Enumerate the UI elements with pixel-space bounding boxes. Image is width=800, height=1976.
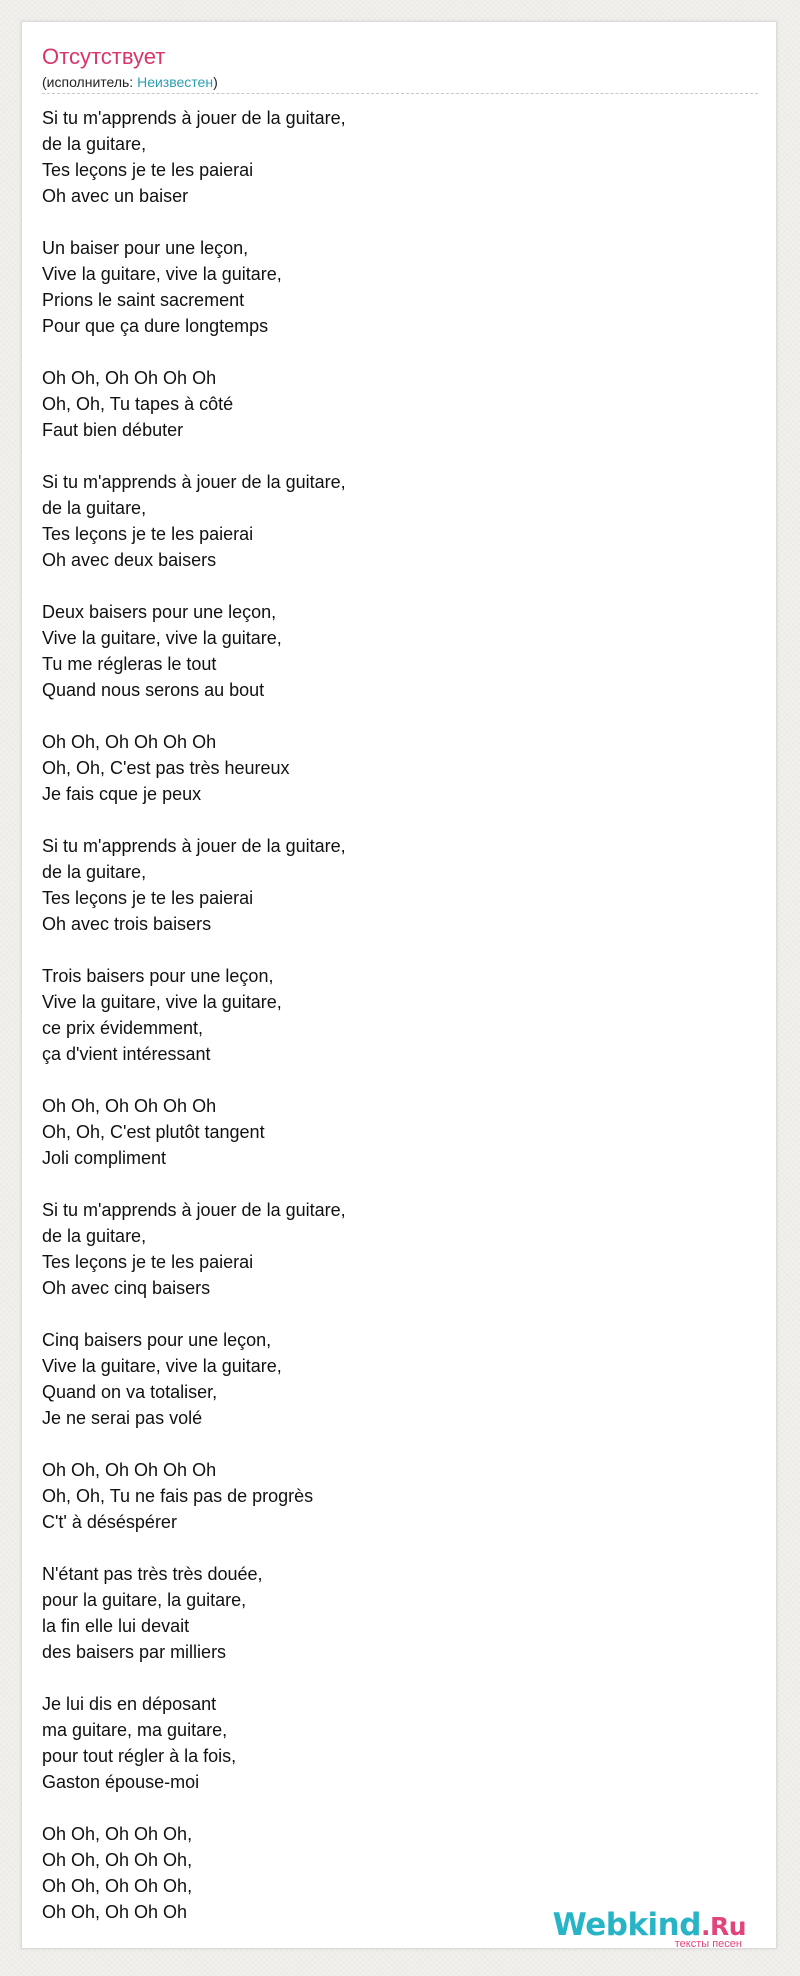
lyric-stanza — [42, 469, 742, 573]
lyric-line: Un baiser pour une leçon, — [42, 238, 249, 258]
brand-name: Webkind — [552, 1907, 701, 1943]
lyric-line: de la guitare, — [42, 134, 147, 154]
lyric-line: Tu me régleras le tout — [42, 654, 217, 674]
lyric-line: N'étant pas très très douée, — [42, 1564, 263, 1584]
lyric-line: de la guitare, — [42, 1226, 147, 1246]
lyric-line: Oh, Oh, Tu tapes à côté — [42, 394, 234, 414]
lyric-line: ce prix évidemment, — [42, 1018, 204, 1038]
lyric-line: Oh Oh, Oh Oh Oh Oh — [42, 732, 217, 752]
lyric-line: Oh Oh, Oh Oh Oh — [42, 1902, 188, 1922]
lyric-line: Si tu m'apprends à jouer de la guitare, — [42, 108, 346, 128]
lyric-stanza — [42, 599, 742, 703]
artist-line — [42, 73, 218, 91]
lyric-line: Pour que ça dure longtemps — [42, 316, 269, 336]
lyric-line: des baisers par milliers — [42, 1642, 227, 1662]
lyric-stanza — [42, 729, 742, 807]
lyric-line: Je ne serai pas volé — [42, 1408, 203, 1428]
lyric-line: de la guitare, — [42, 862, 147, 882]
lyric-line: Tes leçons je te les paierai — [42, 1252, 254, 1272]
lyric-stanza — [42, 105, 742, 209]
lyric-line: pour tout régler à la fois, — [42, 1746, 237, 1766]
artist-link[interactable]: Неизвестен — [137, 74, 214, 90]
lyric-line: Vive la guitare, vive la guitare, — [42, 628, 282, 648]
lyric-line: Oh avec deux baisers — [42, 550, 217, 570]
lyric-line: Cinq baisers pour une leçon, — [42, 1330, 272, 1350]
lyric-line: Si tu m'apprends à jouer de la guitare, — [42, 472, 346, 492]
lyric-line: Si tu m'apprends à jouer de la guitare, — [42, 1200, 346, 1220]
lyric-stanza — [42, 1327, 742, 1431]
artist-prefix: (исполнитель: — [42, 74, 138, 90]
lyric-line: Oh, Oh, C'est plutôt tangent — [42, 1122, 265, 1142]
lyric-line: Quand nous serons au bout — [42, 680, 265, 700]
lyric-line: Joli compliment — [42, 1148, 167, 1168]
lyric-line: ça d'vient intéressant — [42, 1044, 211, 1064]
lyric-line: ma guitare, ma guitare, — [42, 1720, 228, 1740]
header-divider — [42, 93, 758, 94]
lyric-line: Vive la guitare, vive la guitare, — [42, 264, 282, 284]
lyric-line: Oh Oh, Oh Oh Oh Oh — [42, 1096, 217, 1116]
lyric-stanza — [42, 963, 742, 1067]
brand-name-text — [552, 1907, 746, 1943]
lyric-line: Prions le saint sacrement — [42, 290, 245, 310]
lyric-stanza — [42, 1197, 742, 1301]
lyric-line: Oh avec un baiser — [42, 186, 189, 206]
brand-tld: .Ru — [700, 1912, 746, 1941]
lyric-line: Oh Oh, Oh Oh Oh, — [42, 1824, 193, 1844]
lyric-stanza — [42, 1561, 742, 1665]
lyric-line: Si tu m'apprends à jouer de la guitare, — [42, 836, 346, 856]
lyric-line: Faut bien débuter — [42, 420, 184, 440]
lyric-stanza — [42, 1691, 742, 1795]
lyrics-body — [42, 105, 742, 1951]
lyric-line: Tes leçons je te les paierai — [42, 160, 254, 180]
lyric-line: Oh, Oh, Tu ne fais pas de progrès — [42, 1486, 314, 1506]
lyric-line: de la guitare, — [42, 498, 147, 518]
lyric-line: Je fais cque je peux — [42, 784, 202, 804]
lyric-line: Oh, Oh, C'est pas très heureux — [42, 758, 290, 778]
artist-suffix: ) — [213, 74, 218, 90]
song-title: Отсутствует — [42, 44, 166, 69]
lyric-line: C't' à déséspérer — [42, 1512, 177, 1532]
lyric-stanza — [42, 1457, 742, 1535]
lyric-line: Vive la guitare, vive la guitare, — [42, 1356, 282, 1376]
lyric-line: Gaston épouse-moi — [42, 1772, 200, 1792]
brand-logo[interactable] — [552, 1907, 746, 1950]
lyric-line: Oh avec cinq baisers — [42, 1278, 211, 1298]
brand-tagline: тексты песен — [674, 1938, 742, 1950]
lyric-line: la fin elle lui devait — [42, 1616, 190, 1636]
lyric-line: Trois baisers pour une leçon, — [42, 966, 274, 986]
lyric-line: Tes leçons je te les paierai — [42, 888, 254, 908]
lyric-stanza — [42, 1093, 742, 1171]
lyrics-card — [21, 21, 777, 1949]
lyric-line: pour la guitare, la guitare, — [42, 1590, 247, 1610]
lyric-line: Tes leçons je te les paierai — [42, 524, 254, 544]
lyric-line: Oh Oh, Oh Oh Oh Oh — [42, 1460, 217, 1480]
lyric-line: Vive la guitare, vive la guitare, — [42, 992, 282, 1012]
lyric-stanza — [42, 833, 742, 937]
lyric-line: Oh Oh, Oh Oh Oh, — [42, 1876, 193, 1896]
lyric-line: Oh avec trois baisers — [42, 914, 212, 934]
lyric-line: Deux baisers pour une leçon, — [42, 602, 277, 622]
lyric-line: Oh Oh, Oh Oh Oh, — [42, 1850, 193, 1870]
lyric-line: Oh Oh, Oh Oh Oh Oh — [42, 368, 217, 388]
lyric-line: Je lui dis en déposant — [42, 1694, 217, 1714]
lyric-stanza — [42, 365, 742, 443]
lyric-line: Quand on va totaliser, — [42, 1382, 218, 1402]
lyric-stanza — [42, 235, 742, 339]
